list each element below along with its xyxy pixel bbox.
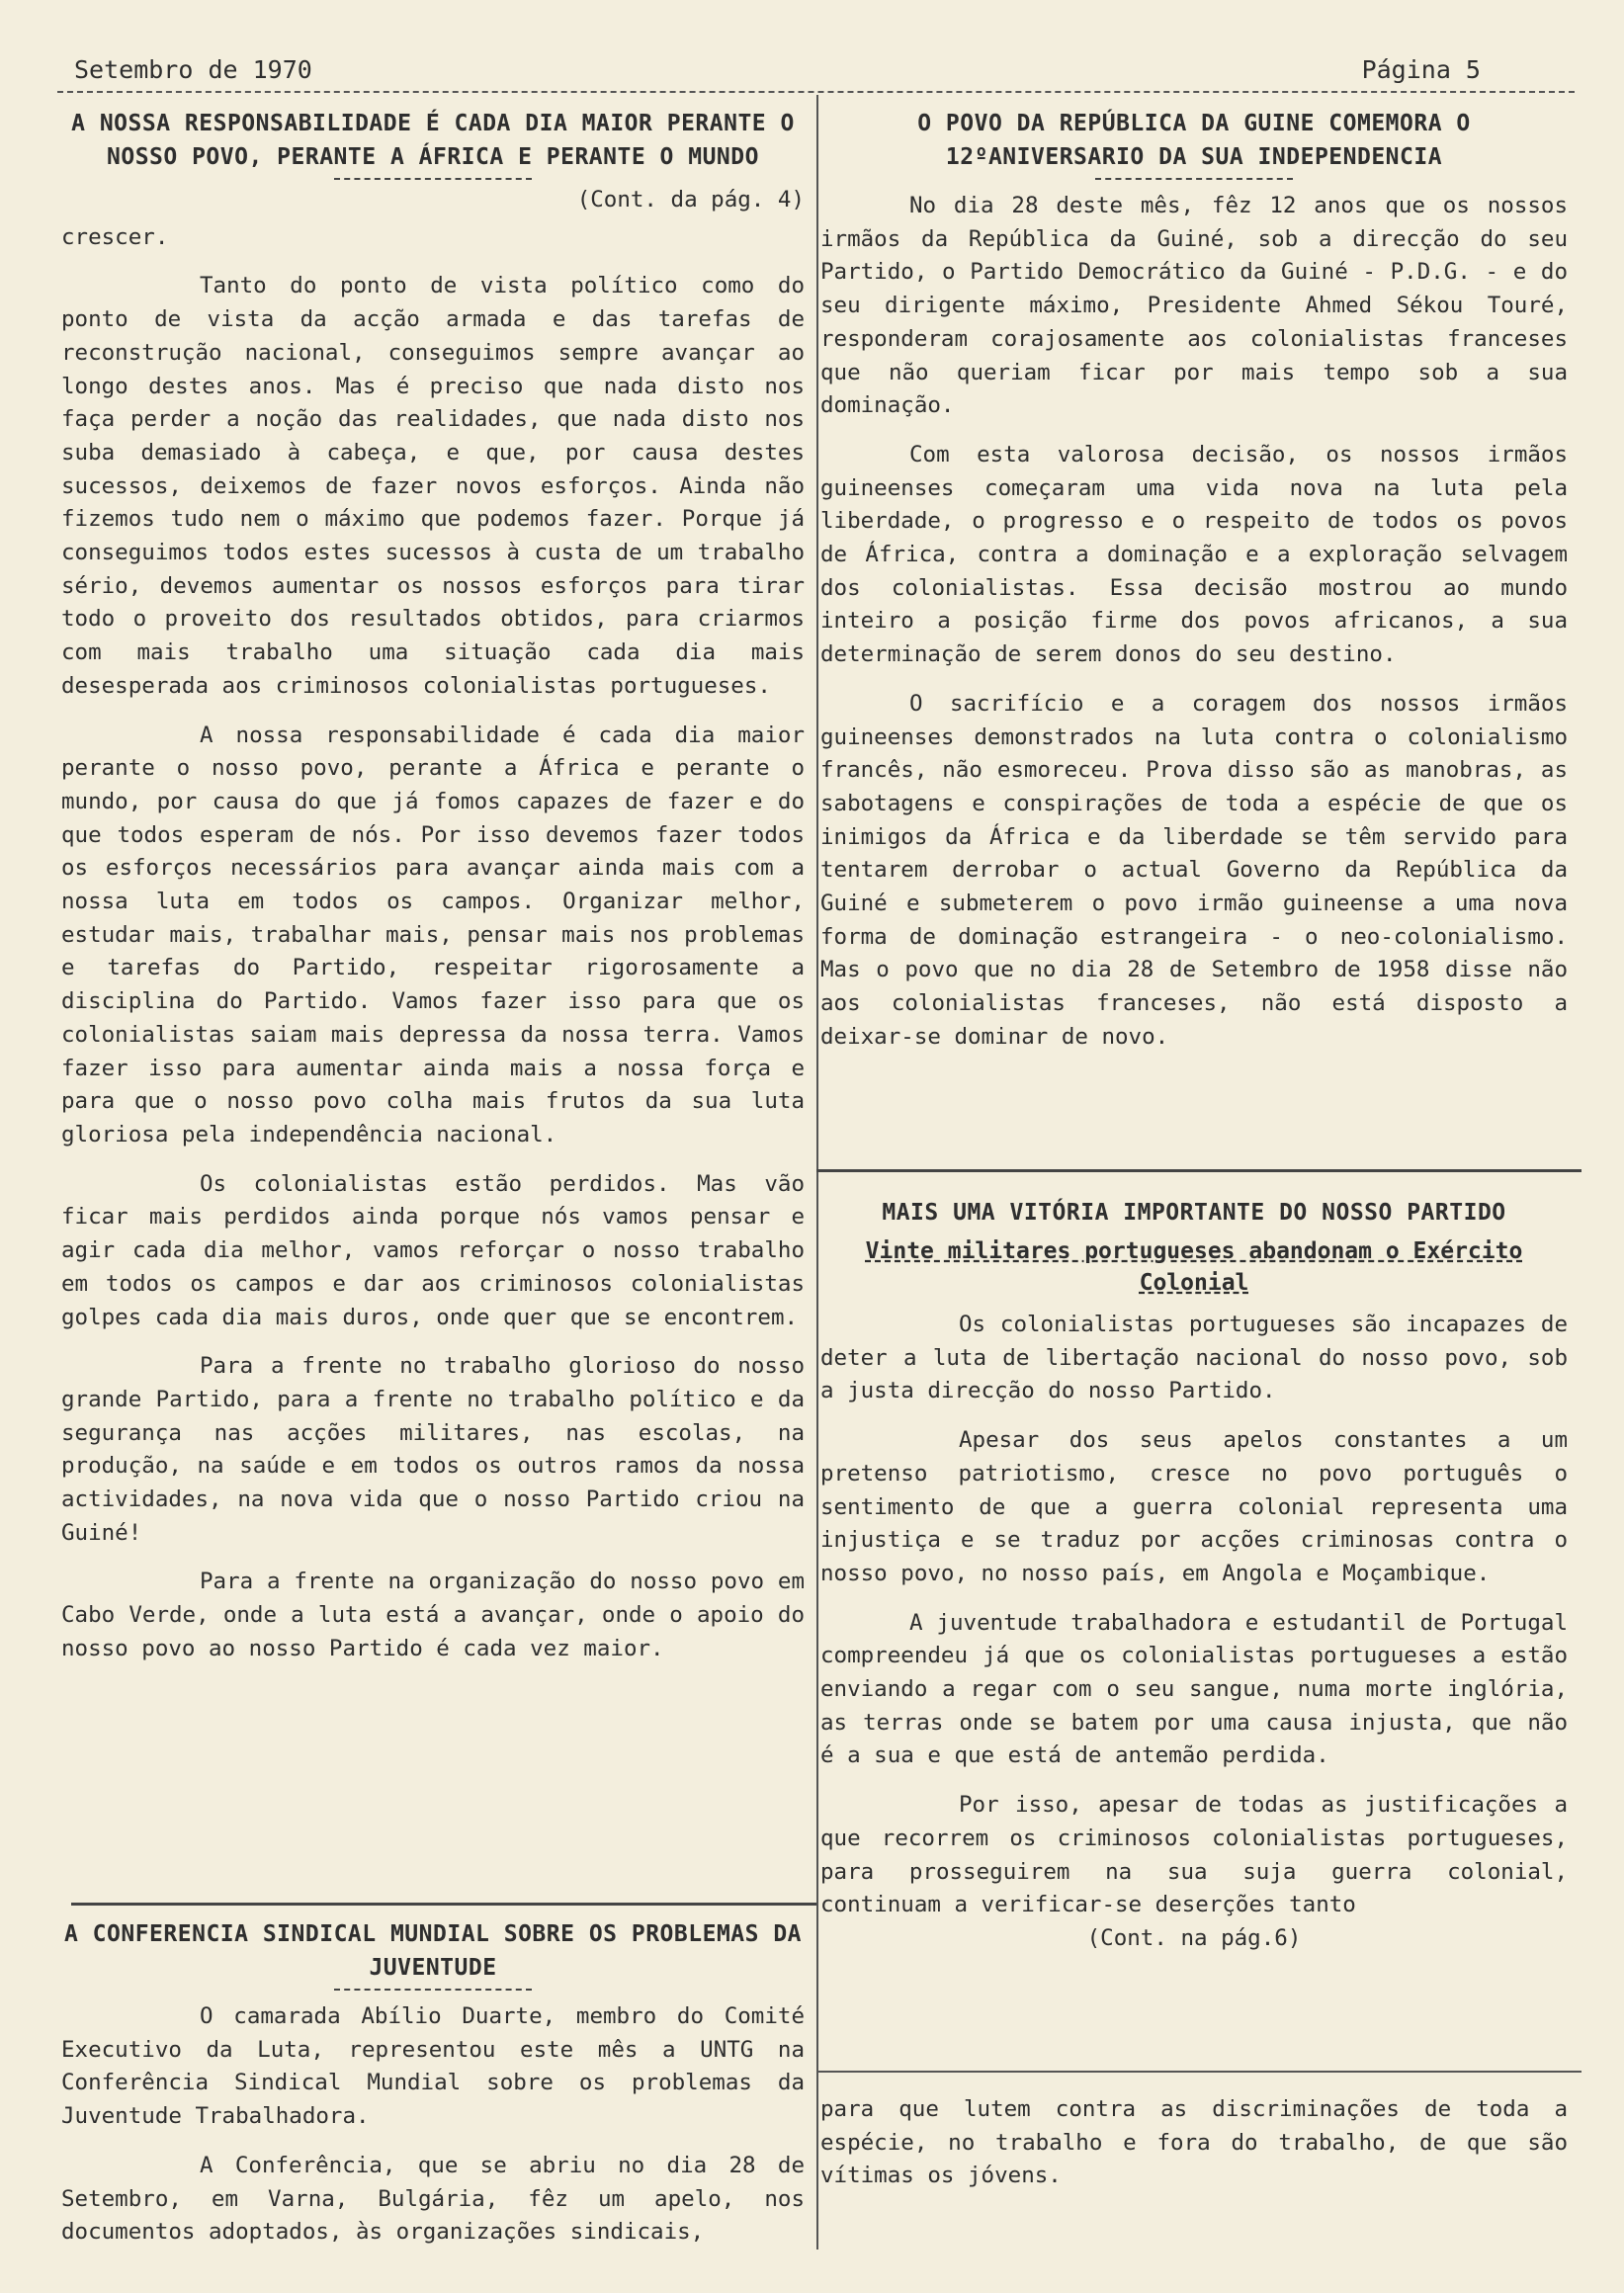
paragraph: Os colonialistas estão perdidos. Mas vão ficar mais perdidos ainda porque nós vamos pensar e agir cada dia melhor, vamos reforçar o nosso trabalho em todos os campos e dar aos criminosos colonialistas golpes cada dia mais duros, onde quer que se encontrem. <box>61 1170 805 1330</box>
paragraph: Os colonialistas portugueses são incapazes de deter a luta de libertação nacional do nosso povo, sob a justa direcção do nosso Partido. <box>820 1312 1568 1404</box>
paragraph: Para a frente na organização do nosso povo em Cabo Verde, onde a luta está a avançar, onde o apoio do nosso povo ao nosso Partido é cada vez maior. <box>61 1569 805 1661</box>
left-article-2 <box>61 1917 805 2265</box>
right-bottom-rule <box>816 2071 1581 2073</box>
left-article-title: A NOSSA RESPONSABILIDADE É CADA DIA MAIOR PERANTE O NOSSO POVO, PERANTE A ÁFRICA E PERANTE O MUNDO <box>71 111 795 170</box>
right-section-rule <box>816 1169 1581 1172</box>
paragraph: O camarada Abílio Duarte, membro do Comité Executivo da Luta, representou este mês a UNTG na Conferência Sindical Mundial sobre os problemas da Juventude Trabalhadora. <box>61 2003 805 2130</box>
paragraph: Por isso, apesar de todas as justificações a que recorrem os criminosos colonialistas portugueses, para prosseguirem na sua suja guerra colonial, continuam a verificar-se deserções tanto <box>820 1792 1568 1918</box>
page-number: Página 5 <box>1361 55 1481 84</box>
right-article-2 <box>820 1196 1568 1964</box>
paragraph: A juventude trabalhadora e estudantil de Portugal compreendeu já que os colonialistas portugueses a estão enviando a regar com o seu sangue, numa morte inglória, as terras onde se batem por uma causa injusta, que não é a sua e que está de antemão perdida. <box>820 1609 1568 1769</box>
paragraph: Apesar dos seus apelos constantes a um pretenso patriotismo, cresce no povo português o sentimento de que a guerra colonial representa uma injustiça e se traduz por acções criminosas contra o nosso povo, no nosso país, em Angola e Moçambique. <box>820 1427 1568 1586</box>
title-rule <box>334 1989 532 1991</box>
continued-from: (Cont. da pág. 4) <box>576 187 805 212</box>
right-article <box>820 107 1568 1070</box>
paragraph: Para a frente no trabalho glorioso do nosso grande Partido, para a frente no trabalho político e da segurança nas acções militares, nas escolas, na produção, na saúde e em todos os outros ramos da nossa actividades, na nova vida que o nosso Partido criou na Guiné! <box>61 1353 805 1546</box>
paragraph: A nossa responsabilidade é cada dia maior perante o nosso povo, perante a África e perante o mundo, por causa do que já fomos capazes de fazer e do que todos esperam de nós. Por isso devemos fazer todos os esforços necessários para avançar ainda mais com a nossa luta em todos os campos. Organizar melhor, estudar mais, trabalhar mais, pensar mais nos problemas e tarefas do Partido, respeitar rigorosamente a disciplina do Partido. Vamos fazer isso para que os colonialistas saiam mais depressa da nossa terra. Vamos fazer isso para aumentar ainda mais a nossa força e para que o nosso povo colha mais frutos da sua luta gloriosa pela independência nacional. <box>61 722 805 1147</box>
header-rule <box>57 91 1575 93</box>
paragraph: No dia 28 deste mês, fêz 12 anos que os nossos irmãos da República da Guiné, sob a direcção do seu Partido, o Partido Democrático da Guiné - P.D.G. - e do seu dirigente máximo, Presidente Ahmed Sékou Touré, responderam corajosamente aos colonialistas franceses que não queriam ficar por mais tempo sob a sua dominação. <box>820 193 1568 419</box>
continued-on: (Cont. na pág.6) <box>1086 1924 1302 1951</box>
left-article-2-title: A CONFERENCIA SINDICAL MUNDIAL SOBRE OS PROBLEMAS DA JUVENTUDE <box>63 1921 803 1981</box>
title-rule <box>1095 178 1293 180</box>
paragraph: para que lutem contra as discriminações de toda a espécie, no trabalho e fora do trabalho, de que são vítimas os jóvens. <box>820 2096 1568 2189</box>
right-article-title: O POVO DA REPÚBLICA DA GUINE COMEMORA O 12ºANIVERSARIO DA SUA INDEPENDENCIA <box>917 111 1471 170</box>
paragraph: Com esta valorosa decisão, os nossos irmãos guineenses começaram uma vida nova na luta pela liberdade, o progresso e o respeito de todos os povos de África, contra a dominação e a exploração selvagem dos colonialistas. Essa decisão mostrou ao mundo inteiro a posição firme dos povos africanos, a sua determinação de serem donos do seu destino. <box>820 441 1568 668</box>
right-continuation <box>820 2093 1568 2209</box>
right-article-2-subtitle: Vinte militares portugueses abandonam o Exército Colonial <box>865 1238 1523 1296</box>
title-rule <box>334 178 532 180</box>
paragraph: A Conferência, que se abriu no dia 28 de Setembro, em Varna, Bulgária, fêz um apelo, nos documentos adoptados, às organizações sindicais, <box>61 2152 805 2246</box>
continued-text: crescer. <box>61 223 169 250</box>
left-section-rule <box>71 1903 816 1906</box>
left-article <box>61 107 805 1682</box>
paragraph: O sacrifício e a coragem dos nossos irmãos guineenses demonstrados na luta contra o colonialismo francês, não esmoreceu. Prova disso são as manobras, as sabotagens e conspirações de toda a espécie de que os inimigos da África e da liberdade se têm servido para tentarem derrobar o actual Governo da República da Guiné e submeterem o povo irmão guineense a uma nova forma de dominação estrangeira - o neo-colonialismo. Mas o povo que no dia 28 de Setembro de 1958 disse não aos colonialistas franceses, não está disposto a deixar-se dominar de novo. <box>820 690 1568 1050</box>
issue-date: Setembro de 1970 <box>74 55 312 84</box>
paragraph: Tanto do ponto de vista político como do ponto de vista da acção armada e das tarefas de reconstrução nacional, conseguimos sempre avançar ao longo destes anos. Mas é preciso que nada disto nos faça perder a noção das realidades, que nada disto nos suba demasiado à cabeça, e que, por causa destes sucessos, deixemos de fazer novos esforços. Ainda não fizemos tudo nem o máximo que podemos fazer. Porque já conseguimos todos estes sucessos à custa de um trabalho sério, devemos aumentar os nossos esforços para tirar todo o proveito dos resultados obtidos, para criarmos com mais trabalho uma situação cada dia mais desesperada aos criminosos colonialistas portugueses. <box>61 273 805 699</box>
right-article-2-title: MAIS UMA VITÓRIA IMPORTANTE DO NOSSO PARTIDO <box>882 1200 1506 1226</box>
column-divider <box>816 95 818 2250</box>
